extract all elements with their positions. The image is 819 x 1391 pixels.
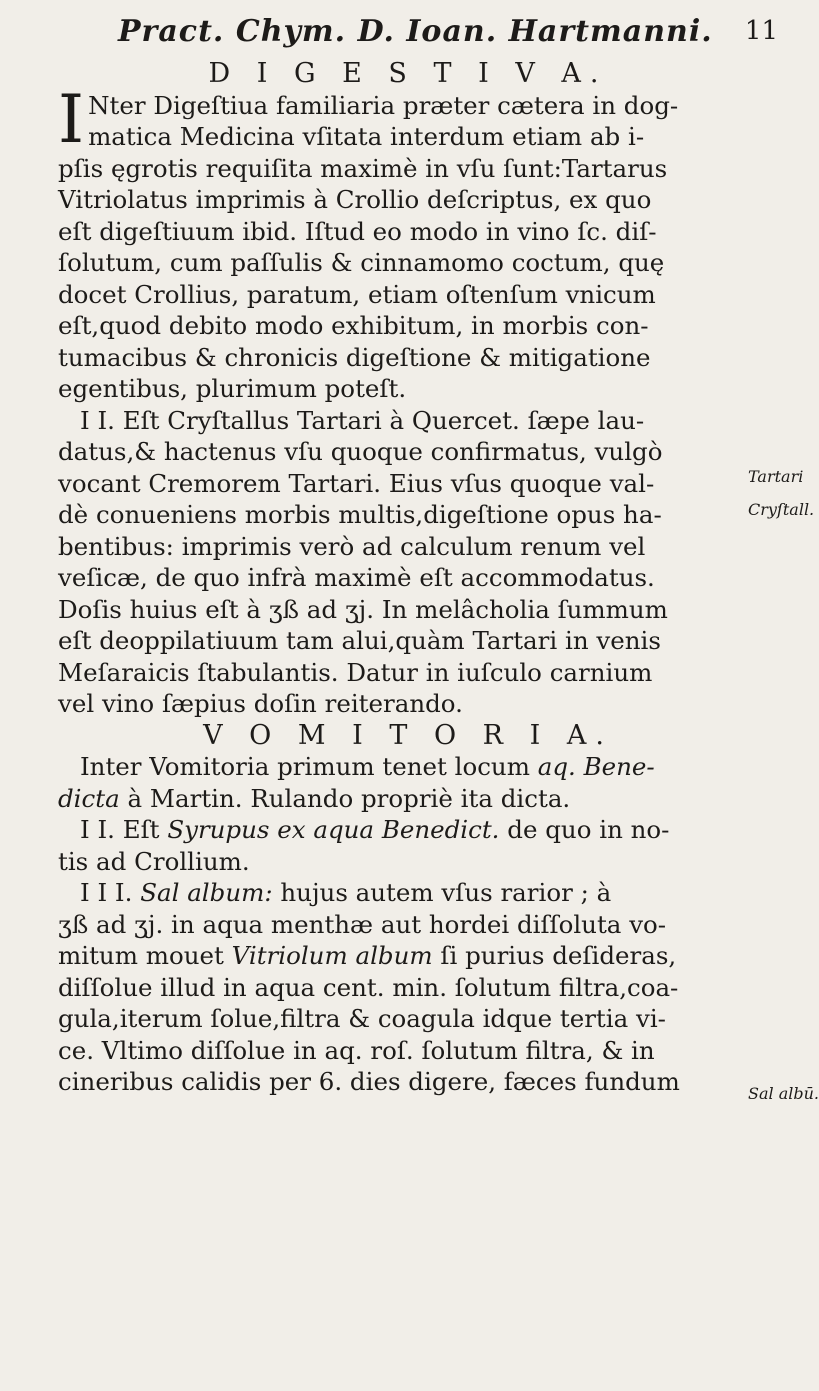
text-line: diſſolue illud in aqua cent. min. ſolutum filtra,coa-	[58, 972, 679, 1002]
text-line: Doſis huius eſt à ʒß ad ʒj. In melâcholia ſummum	[58, 594, 668, 624]
margin-note-tartari: Tartari	[748, 467, 804, 486]
text-line: egentibus, plurimum poteſt.	[58, 374, 407, 403]
text-line: tis ad Crollium.	[58, 846, 250, 876]
text-line: ce. Vltimo diſſolue in aq. roſ. ſolutum filtra, & in	[58, 1035, 655, 1065]
text-line: eſt deoppilatiuum tam alui,quàm Tartari in venis	[58, 626, 661, 655]
text-line: matica Medicina vſitata interdum etiam ab i-	[88, 122, 645, 151]
text-line: I I. Eſt Syrupus ex aqua Benedict. de quo in no-	[80, 815, 670, 844]
text-line: ʒß ad ʒj. in aqua menthæ aut hordei diſſoluta vo-	[58, 909, 667, 939]
text-line: cineribus calidis per 6. dies digere, fæces fundum	[58, 1067, 680, 1096]
text-line: ſolutum, cum paſſulis & cinnamomo coctum, quę	[58, 248, 665, 277]
body-text	[58, 58, 758, 1098]
drop-cap: I	[58, 80, 85, 158]
text-line: eſt,quod debito modo exhibitum, in morbis con-	[58, 311, 649, 340]
text-line: vocant Cremorem Tartari. Eius vſus quoque val-	[58, 468, 655, 498]
text-line: vel vino ſæpius doſin reiterando.	[58, 689, 463, 718]
text-line: I I. Eſt Cryſtallus Tartari à Quercet. ſæpe lau-	[80, 405, 645, 435]
text-line: mitum mouet Vitriolum album ſi purius deſideras,	[58, 941, 677, 970]
text-line: veſicæ, de quo infrà maximè eſt accommodatus.	[58, 563, 655, 592]
text-line: pſis ęgrotis requiſita maximè in vſu ſunt:Tartarus	[58, 153, 668, 183]
text-line: Nter Digeſtiua familiaria præter cætera in dog-	[88, 90, 679, 120]
text-line: eſt digeſtiuum ibid. Iſtud eo modo in vino ſc. diſ-	[58, 216, 657, 246]
text-line: tumacibus & chronicis digeſtione & mitigatione	[58, 342, 651, 372]
text-line: gula,iterum ſolue,filtra & coagula idque tertia vi-	[58, 1004, 666, 1033]
margin-note-sal-album: Sal albū.	[748, 1084, 819, 1103]
text-line: Vitriolatus imprimis à Crollio deſcriptus, ex quo	[58, 185, 652, 214]
text-line: bentibus: imprimis verò ad calculum renum vel	[58, 531, 646, 561]
running-header	[88, 14, 788, 54]
running-title: Pract. Chym. D. Ioan. Hartmanni.	[118, 14, 713, 49]
section-heading-vomitoria: V O M I T O R I A.	[203, 719, 613, 751]
text-line: datus,& hactenus vſu quoque confirmatus, vulgò	[58, 437, 663, 466]
text-line: dè conueniens morbis multis,digeſtione opus ha-	[58, 500, 662, 529]
margin-note-cryst: Cryſtall.	[748, 500, 815, 519]
text-line: Inter Vomitoria primum tenet locum aq. Bene-	[80, 752, 655, 781]
section-heading-digestiva: D I G E S T I V A.	[208, 58, 608, 89]
text-line: docet Crollius, paratum, etiam oſtenſum vnicum	[58, 279, 656, 309]
text-line: I I I. Sal album: hujus autem vſus rarior ; à	[80, 878, 612, 907]
page-number: 11	[744, 16, 778, 46]
text-line: dicta à Martin. Rulando propriè ita dicta.	[58, 783, 571, 813]
text-line: Meſaraicis ſtabulantis. Datur in iuſculo carnium	[58, 657, 653, 687]
